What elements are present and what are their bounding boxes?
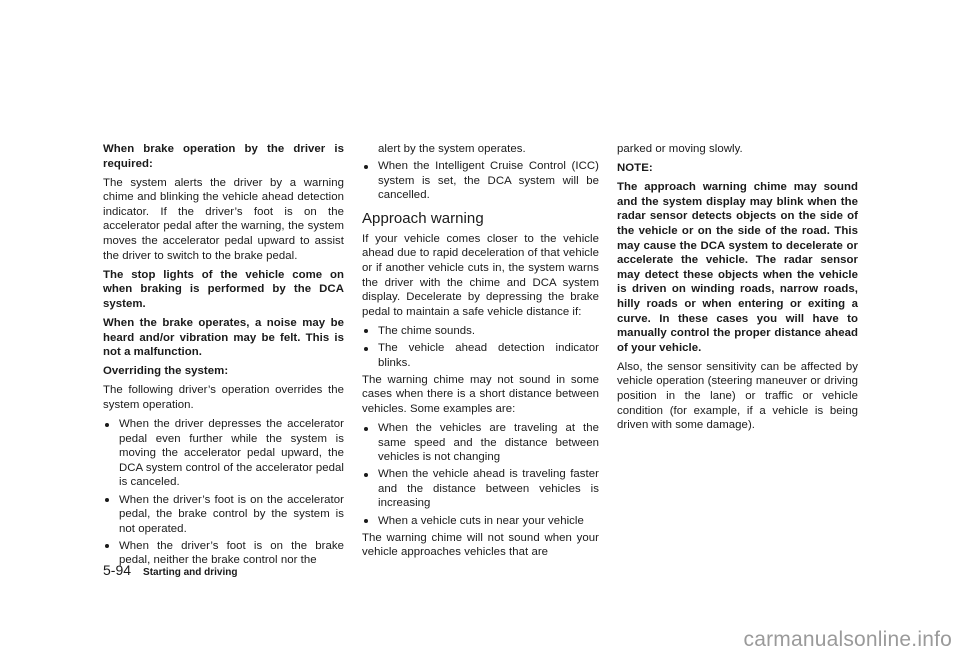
column-2 xyxy=(362,142,599,564)
column-1 xyxy=(103,142,344,571)
list-item xyxy=(103,493,344,537)
note-label: NOTE: xyxy=(617,162,653,175)
bullet-icon xyxy=(364,165,368,169)
list-item-text: The vehicle ahead detection indicator blinks. xyxy=(378,342,599,369)
bullet-icon xyxy=(364,473,368,477)
column-3 xyxy=(617,142,858,437)
paragraph-chime-will-not-sound: The warning chime will not sound when your vehicle approaches vehicles that are xyxy=(362,531,599,559)
list-item-text: When the vehicle ahead is traveling faster and the distance between vehicles is increasing xyxy=(378,468,599,510)
section-title: Starting and driving xyxy=(143,567,238,578)
list-item-text: When the driver’s foot is on the accelerator pedal, the brake control by the system is not operated. xyxy=(119,493,344,535)
paragraph-continuation: parked or moving slowly. xyxy=(617,143,743,155)
bullet-icon xyxy=(364,427,368,431)
list-item-text: When the driver depresses the accelerator pedal even further while the system is moving the accelerator pedal upward, the DCA system control of the accelerator pedal is canceled. xyxy=(119,418,344,489)
list-item xyxy=(362,324,599,339)
bullet-icon xyxy=(105,544,109,548)
bullet-icon xyxy=(364,329,368,333)
list-item xyxy=(362,421,599,465)
paragraph-brake-noise: When the brake operates, a noise may be heard and/or vibration may be felt. This is not a malfunction. xyxy=(103,317,344,359)
list-item xyxy=(362,514,599,529)
paragraph-system-alerts: The system alerts the driver by a warning chime and blinking the vehicle ahead detection indicator. If the driver’s foot is on the accelerator pedal after the warning, the system moves the accelerator pedal upward to assist the driver to switch to the brake pedal. xyxy=(103,176,344,262)
list-item-text: When a vehicle cuts in near your vehicle xyxy=(378,514,584,527)
note-text: The approach warning chime may sound and the system display may blink when the radar sensor detects objects on the side of the vehicle or on the side of the road. This may cause the DCA system to decelerate or accelerate the vehicle. The radar sensor may detect these objects when the vehicle is driven on winding roads, narrow roads, hilly roads or when entering or exiting a curve. In these cases you will have to manually control the proper distance ahead of your vehicle. xyxy=(617,181,858,354)
paragraph-sensor-sensitivity: Also, the sensor sensitivity can be affected by vehicle operation (steering maneuver or driving position in the lane) or traffic or vehicle condition (for example, if a vehicle is being driven with some damage). xyxy=(617,360,858,432)
list-item xyxy=(103,417,344,490)
paragraph-stop-lights: The stop lights of the vehicle come on when braking is performed by the DCA system. xyxy=(103,268,344,310)
bullet-icon xyxy=(105,423,109,427)
bullet-icon xyxy=(105,498,109,502)
paragraph-chime-may-not-sound: The warning chime may not sound in some cases when there is a short distance between vehicles. Some examples are: xyxy=(362,373,599,415)
list-item xyxy=(362,341,599,370)
watermark-link[interactable]: carmanualsonline.info xyxy=(743,628,952,651)
page-footer xyxy=(103,562,237,578)
paragraph-approach-intro: If your vehicle comes closer to the vehicle ahead due to rapid deceleration of that vehicle or if another vehicle cuts in, the system warns the driver with the chime and DCA system display. Decelerate by depressing the brake pedal to maintain a safe vehicle distance if: xyxy=(362,232,599,318)
list-item-text: The chime sounds. xyxy=(378,324,476,337)
section-heading-approach-warning: Approach warning xyxy=(362,209,484,227)
list-item-text: When the vehicles are traveling at the same speed and the distance between vehicles is not changing xyxy=(378,422,599,464)
paragraph-overrides-intro: The following driver’s operation overrides the system operation. xyxy=(103,384,344,411)
bullet-icon xyxy=(364,519,368,523)
list-item-continuation: alert by the system operates. xyxy=(378,143,526,155)
list-item-text: When the Intelligent Cruise Control (ICC) system is set, the DCA system will be cancelled. xyxy=(378,160,599,202)
page-number: 5-94 xyxy=(103,562,132,578)
list-item xyxy=(362,467,599,511)
list-item xyxy=(362,159,599,203)
subheading-driver-brake-required: When brake operation by the driver is required: xyxy=(103,143,344,170)
list-item-text: When the driver’s foot is on the brake pedal, neither the brake control nor the xyxy=(119,539,344,567)
bullet-icon xyxy=(364,347,368,351)
subheading-overriding-system: Overriding the system: xyxy=(103,365,229,378)
